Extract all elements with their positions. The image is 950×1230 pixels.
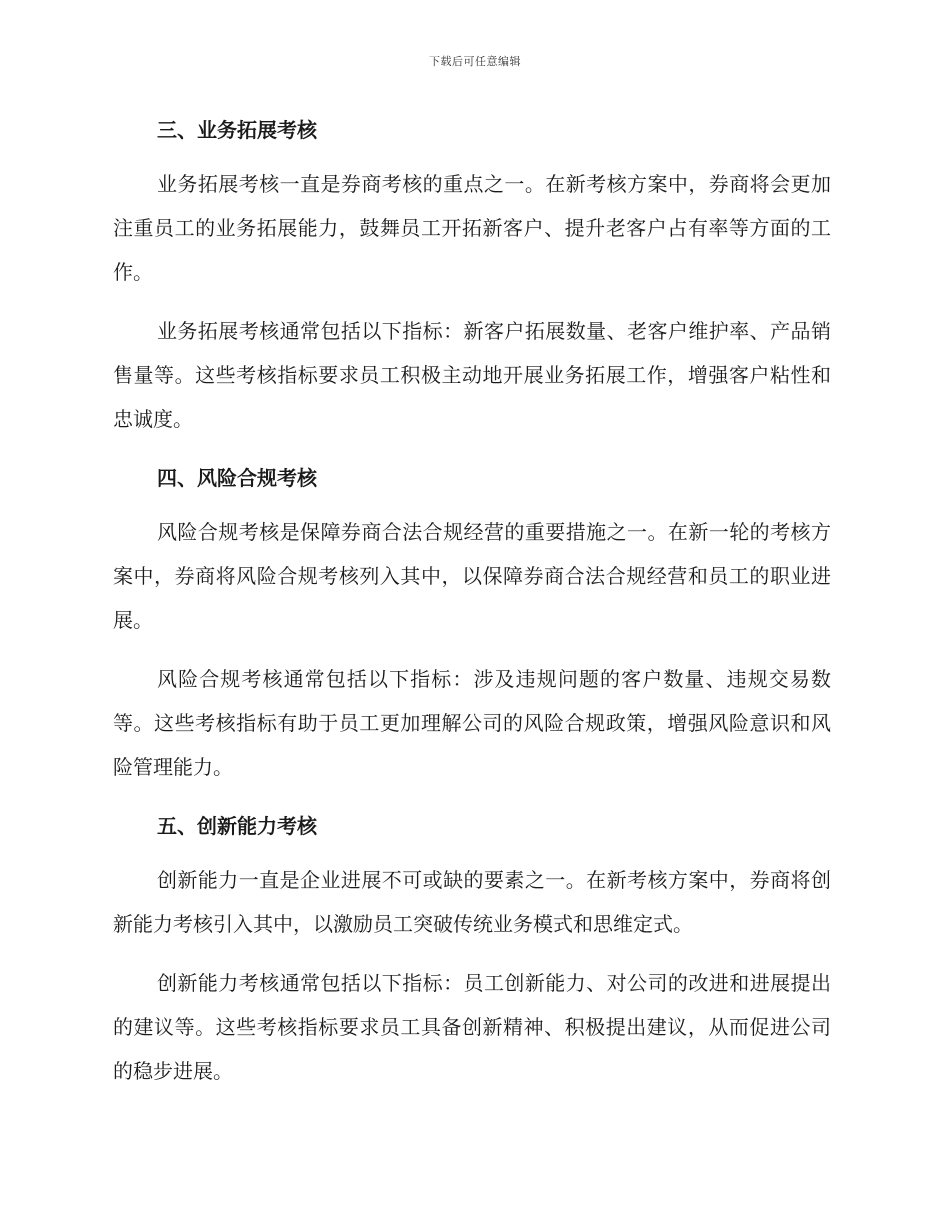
paragraph: 业务拓展考核一直是券商考核的重点之一。在新考核方案中，券商将会更加注重员工的业务拓展能力，鼓舞员工开拓新客户、提升老客户占有率等方面的工作。 — [113, 172, 831, 284]
paragraph: 创新能力一直是企业进展不可或缺的要素之一。在新考核方案中，券商将创新能力考核引入其中，以激励员工突破传统业务模式和思维定式。 — [113, 868, 831, 936]
page-header: 下载后可任意编辑 — [429, 55, 521, 68]
section-heading-business-expansion: 三、业务拓展考核 — [157, 118, 317, 142]
paragraph: 业务拓展考核通常包括以下指标：新客户拓展数量、老客户维护率、产品销售量等。这些考核指标要求员工积极主动地开展业务拓展工作，增强客户粘性和忠诚度。 — [113, 319, 831, 431]
paragraph: 创新能力考核通常包括以下指标：员工创新能力、对公司的改进和进展提出的建议等。这些考核指标要求员工具备创新精神、积极提出建议，从而促进公司的稳步进展。 — [113, 971, 831, 1083]
section-heading-risk-compliance: 四、风险合规考核 — [157, 466, 317, 490]
paragraph: 风险合规考核是保障券商合法合规经营的重要措施之一。在新一轮的考核方案中，券商将风险合规考核列入其中，以保障券商合法合规经营和员工的职业进展。 — [113, 520, 831, 632]
paragraph: 风险合规考核通常包括以下指标：涉及违规问题的客户数量、违规交易数等。这些考核指标有助于员工更加理解公司的风险合规政策，增强风险意识和风险管理能力。 — [113, 667, 831, 779]
document-body — [113, 108, 831, 1108]
section-heading-innovation: 五、创新能力考核 — [157, 814, 317, 838]
